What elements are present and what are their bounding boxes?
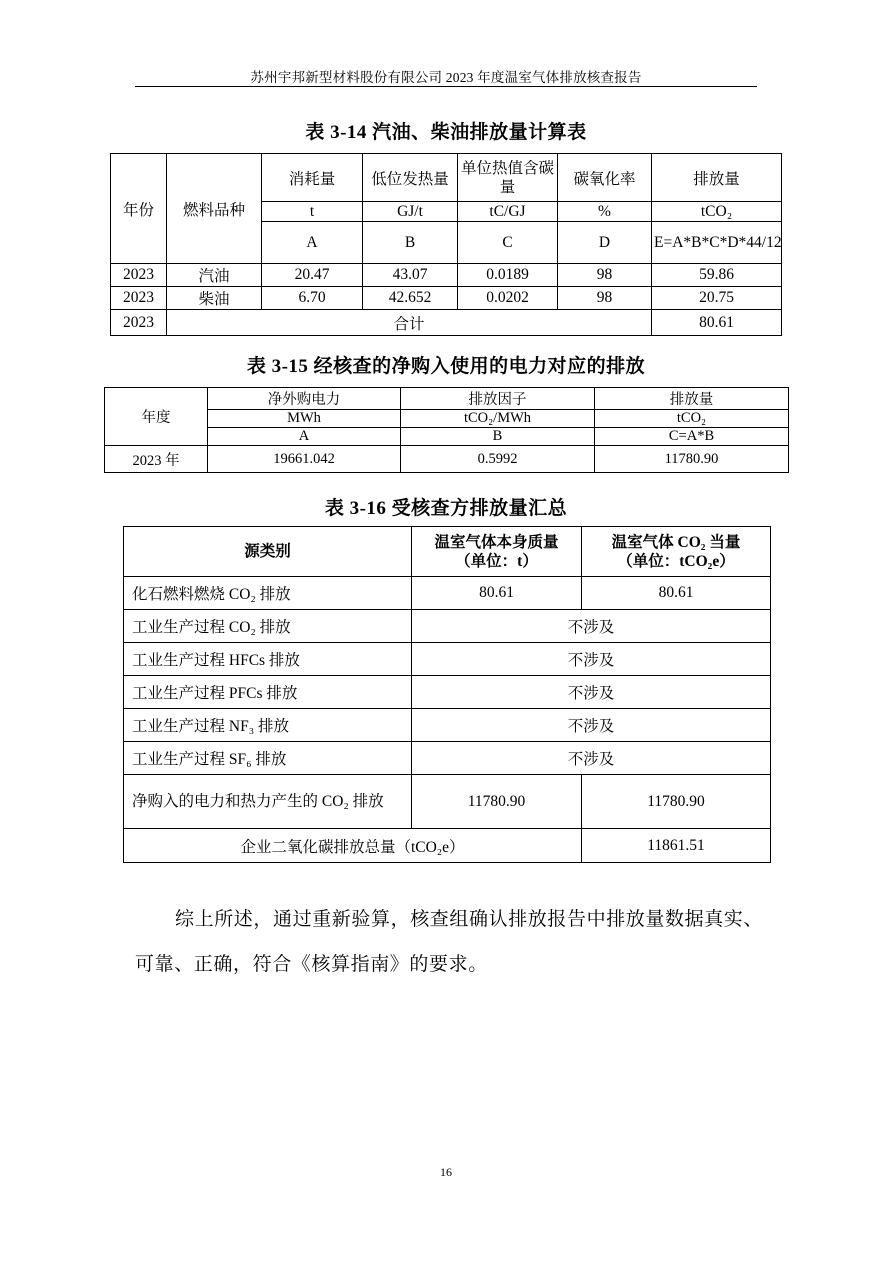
row-carbon-content: 0.0202 bbox=[458, 287, 558, 310]
col-emission-header: 排放量 bbox=[595, 388, 789, 410]
col-purchased-power-header: 净外购电力 bbox=[208, 388, 401, 410]
table-row bbox=[124, 643, 771, 676]
col-emission-factor-header: 排放因子 bbox=[401, 388, 595, 410]
table-row bbox=[124, 742, 771, 775]
row-power: 19661.042 bbox=[208, 446, 401, 473]
row-co2e: 80.61 bbox=[582, 577, 771, 610]
col-co2e-header-title: 温室气体 CO₂ 当量 bbox=[611, 533, 741, 551]
row-mass: 11780.90 bbox=[412, 775, 582, 829]
row-ncv: 42.652 bbox=[363, 287, 458, 310]
unit-power: MWh bbox=[208, 410, 401, 428]
row-oxidation: 98 bbox=[558, 287, 652, 310]
col-source-header: 源类别 bbox=[124, 527, 412, 577]
letter-b: B bbox=[401, 428, 595, 446]
col-ncv-header: 低位发热量 bbox=[363, 154, 458, 202]
row-year: 2023 bbox=[111, 264, 167, 287]
unit-carbon-content: tC/GJ bbox=[458, 202, 558, 222]
total-row bbox=[124, 829, 771, 863]
total-row bbox=[111, 310, 782, 336]
total-value: 11861.51 bbox=[582, 829, 771, 863]
table-16-caption: 表 3-16 受核查方排放量汇总 bbox=[324, 498, 568, 519]
row-not-applicable: 不涉及 bbox=[412, 643, 771, 676]
row-fuel: 汽油 bbox=[167, 264, 262, 287]
row-emission: 59.86 bbox=[652, 264, 782, 287]
table-14-caption: 表 3-14 汽油、柴油排放量计算表 bbox=[305, 122, 587, 143]
col-carbon-content-header: 单位热值含碳量 bbox=[458, 154, 558, 202]
total-label: 合计 bbox=[167, 310, 652, 336]
table-row bbox=[124, 709, 771, 742]
unit-factor: tCO₂/MWh bbox=[401, 410, 595, 428]
col-consumption-header: 消耗量 bbox=[262, 154, 363, 202]
table-row bbox=[124, 577, 771, 610]
row-mass: 80.61 bbox=[412, 577, 582, 610]
total-year: 2023 bbox=[111, 310, 167, 336]
letter-a: A bbox=[208, 428, 401, 446]
letter-a: A bbox=[262, 222, 363, 264]
col-year-header: 年度 bbox=[105, 388, 208, 446]
unit-ncv: GJ/t bbox=[363, 202, 458, 222]
row-not-applicable: 不涉及 bbox=[412, 676, 771, 709]
row-factor: 0.5992 bbox=[401, 446, 595, 473]
electricity-emission-table bbox=[104, 387, 789, 473]
table-row bbox=[124, 775, 771, 829]
row-ncv: 43.07 bbox=[363, 264, 458, 287]
col-mass-header bbox=[412, 527, 582, 577]
row-consumption: 20.47 bbox=[262, 264, 363, 287]
row-year: 2023 bbox=[111, 287, 167, 310]
row-not-applicable: 不涉及 bbox=[412, 742, 771, 775]
header-rule bbox=[135, 86, 757, 87]
emission-formula: E=A*B*C*D*44/12 bbox=[652, 222, 782, 264]
unit-consumption: t bbox=[262, 202, 363, 222]
col-mass-header-unit: （单位：t） bbox=[455, 552, 538, 570]
row-emission: 11780.90 bbox=[595, 446, 789, 473]
unit-oxidation: % bbox=[558, 202, 652, 222]
row-consumption: 6.70 bbox=[262, 287, 363, 310]
row-source: 工业生产过程 PFCs 排放 bbox=[124, 676, 412, 709]
row-oxidation: 98 bbox=[558, 264, 652, 287]
col-co2e-header bbox=[582, 527, 771, 577]
col-emission-header: 排放量 bbox=[652, 154, 782, 202]
row-source: 工业生产过程 SF₆ 排放 bbox=[124, 742, 412, 775]
col-mass-header-title: 温室气体本身质量 bbox=[434, 533, 559, 551]
unit-emission: tCO₂ bbox=[595, 410, 789, 428]
table-row bbox=[111, 264, 782, 287]
col-co2e-header-unit: （单位：tCO₂e） bbox=[617, 552, 735, 570]
letter-c: C bbox=[458, 222, 558, 264]
row-emission: 20.75 bbox=[652, 287, 782, 310]
row-not-applicable: 不涉及 bbox=[412, 610, 771, 643]
col-fuel-header: 燃料品种 bbox=[167, 154, 262, 264]
table-row bbox=[105, 446, 789, 473]
row-source: 净购入的电力和热力产生的 CO₂ 排放 bbox=[124, 775, 412, 829]
conclusion-paragraph: 综上所述，通过重新验算，核查组确认排放报告中排放量数据真实、可靠、正确，符合《核算指南》的要求。 bbox=[135, 909, 764, 975]
table-row bbox=[124, 610, 771, 643]
table-row bbox=[111, 287, 782, 310]
page-header: 苏州宇邦新型材料股份有限公司 2023 年度温室气体排放核查报告 bbox=[250, 70, 642, 85]
row-source: 工业生产过程 HFCs 排放 bbox=[124, 643, 412, 676]
letter-d: D bbox=[558, 222, 652, 264]
row-carbon-content: 0.0189 bbox=[458, 264, 558, 287]
row-not-applicable: 不涉及 bbox=[412, 709, 771, 742]
fuel-emission-table bbox=[110, 153, 782, 336]
total-value: 80.61 bbox=[652, 310, 782, 336]
emission-summary-table bbox=[123, 526, 771, 863]
row-co2e: 11780.90 bbox=[582, 775, 771, 829]
letter-c: C=A*B bbox=[595, 428, 789, 446]
row-source: 化石燃料燃烧 CO₂ 排放 bbox=[124, 577, 412, 610]
page-number: 16 bbox=[440, 1165, 452, 1179]
total-label: 企业二氧化碳排放总量（tCO₂e） bbox=[124, 829, 582, 863]
col-oxidation-header: 碳氧化率 bbox=[558, 154, 652, 202]
row-source: 工业生产过程 NF₃ 排放 bbox=[124, 709, 412, 742]
row-source: 工业生产过程 CO₂ 排放 bbox=[124, 610, 412, 643]
col-year-header: 年份 bbox=[111, 154, 167, 264]
row-year: 2023 年 bbox=[105, 446, 208, 473]
letter-b: B bbox=[363, 222, 458, 264]
row-fuel: 柴油 bbox=[167, 287, 262, 310]
unit-emission: tCO₂ bbox=[652, 202, 782, 222]
table-row bbox=[124, 676, 771, 709]
table-15-caption: 表 3-15 经核查的净购入使用的电力对应的排放 bbox=[246, 356, 646, 377]
